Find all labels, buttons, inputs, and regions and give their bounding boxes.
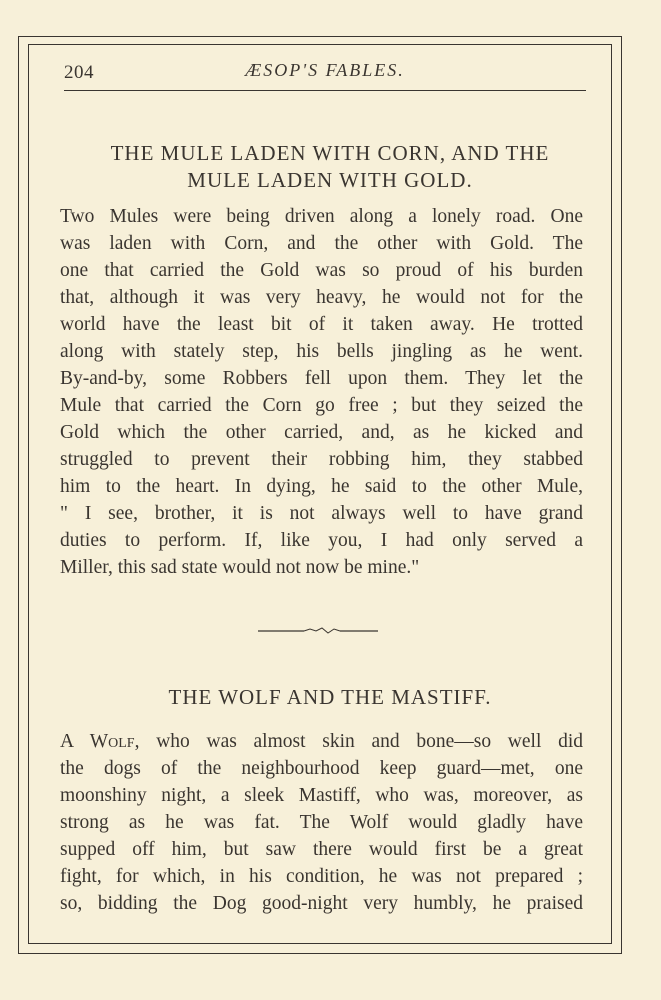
text-line: By-and-by, some Robbers fell upon them. They let the (60, 368, 583, 389)
header-rule (64, 90, 586, 91)
fable-title-mule (40, 140, 620, 194)
running-title: ÆSOP'S FABLES. (245, 60, 405, 80)
text-line: Gold which the other carried, and, as he kicked and (60, 422, 583, 443)
text-line: one that carried the Gold was so proud of his burden (60, 260, 583, 281)
text-line: Mule that carried the Corn go free ; but they seized the (60, 395, 583, 416)
fable-text-wolf (60, 728, 583, 917)
fable-text-mule (60, 203, 583, 581)
text-line: duties to perform. If, like you, I had only served a (60, 530, 583, 551)
text-line: supped off him, but saw there would first be a great (60, 839, 583, 860)
text-line: " I see, brother, it is not always well to have grand (60, 503, 583, 524)
text-line: so, bidding the Dog good-night very humbly, he praised (60, 893, 583, 914)
text-line: fight, for which, in his condition, he was not prepared ; (60, 866, 583, 887)
small-caps-word: Wolf, (89, 731, 140, 752)
fable-title-line: THE MULE LADEN WITH CORN, AND THE (110, 141, 550, 165)
text-line: moonshiny night, a sleek Mastiff, who was, moreover, as (60, 785, 583, 806)
section-divider-ornament (258, 624, 378, 638)
text-line: Miller, this sad state would not now be mine." (60, 557, 420, 578)
text-line: him to the heart. In dying, he said to the other Mule, (60, 476, 583, 497)
text-line: the dogs of the neighbourhood keep guard—met, one (60, 758, 583, 779)
text-line: struggled to prevent their robbing him, they stabbed (60, 449, 583, 470)
text-line-first (60, 728, 583, 755)
text-line: Two Mules were being driven along a lonely road. One (60, 206, 583, 227)
text-fragment: who was almost skin and bone—so well did (156, 731, 583, 752)
text-line: that, although it was very heavy, he would not for the (60, 287, 583, 308)
fable-title-line: MULE LADEN WITH GOLD. (187, 168, 473, 192)
text-line: world have the least bit of it taken away. He trotted (60, 314, 583, 335)
text-line: strong as he was fat. The Wolf would gladly have (60, 812, 583, 833)
text-line: was laden with Corn, and the other with Gold. The (60, 233, 583, 254)
fable-title-wolf: THE WOLF AND THE MASTIFF. (168, 685, 492, 709)
page-number: 204 (64, 62, 94, 83)
text-line: along with stately step, his bells jingling as he went. (60, 341, 583, 362)
page-header (64, 60, 586, 88)
initial-word: A (60, 731, 74, 752)
